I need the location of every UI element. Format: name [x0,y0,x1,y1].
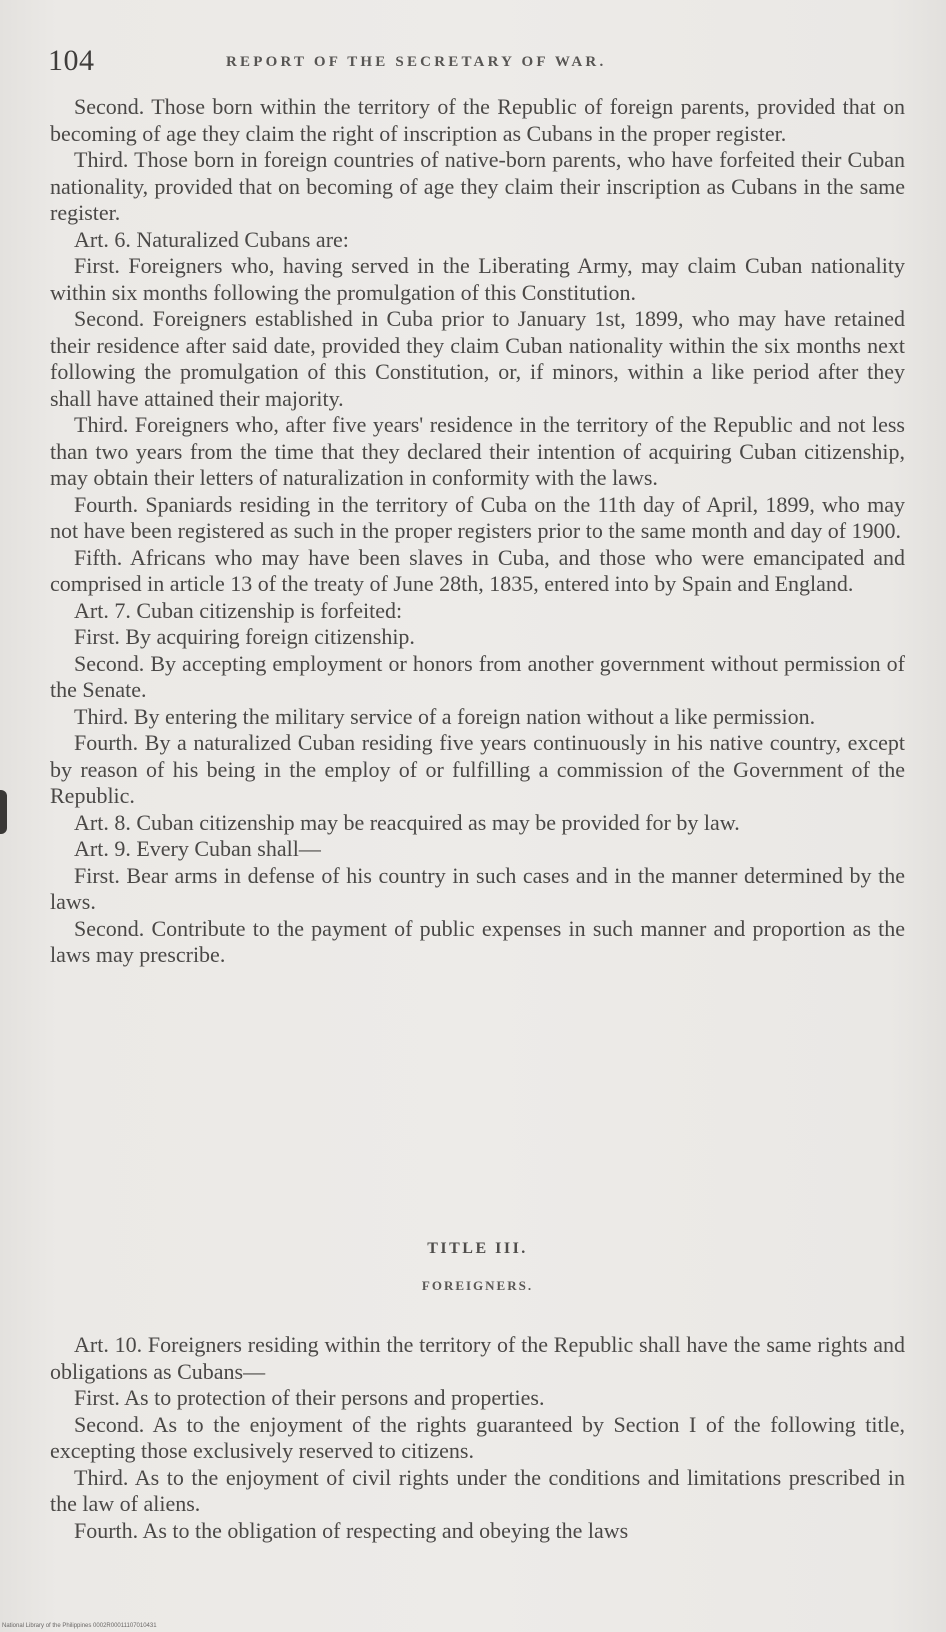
paragraph: Fourth. By a naturalized Cuban residing five years continuously in his native country, except by reason of his being in the employ of or fulfilling a commission of the Government of the Republic. [50,730,905,808]
paragraph: Second. By accepting employment or honors from another government without permission of the Senate. [50,650,905,702]
paragraph: Third. Those born in foreign countries of native-born parents, who have forfeited their Cuban nationality, provided that on becoming of age they claim their inscription as Cubans in the same register. [50,147,905,225]
paragraph: Art. 6. Naturalized Cubans are: [74,226,349,252]
paragraph: Third. As to the enjoyment of civil rights under the conditions and limitations prescribed in the law of aliens. [50,1464,905,1516]
paragraph: Fifth. Africans who may have been slaves in Cuba, and those who were emancipated and comprised in article 13 of the treaty of June 28th, 1835, entered into by Spain and England. [50,544,905,596]
paragraph: Second. Those born within the territory of the Republic of foreign parents, provided that on becoming of age they claim the right of inscription as Cubans in the proper register. [50,94,905,146]
binding-edge-mark [0,790,7,834]
paragraph: Art. 9. Every Cuban shall— [74,836,321,861]
body-text-upper [50,94,905,969]
paragraph: First. Bear arms in defense of his country in such cases and in the manner determined by the laws. [50,862,905,914]
body-text-lower [50,1332,905,1544]
paragraph: Fourth. Spaniards residing in the territory of Cuba on the 11th day of April, 1899, who may not have been registered as such in the proper registers prior to the same month and day of 1900. [50,491,905,543]
paragraph: First. By acquiring foreign citizenship. [74,624,415,649]
paragraph: Art. 8. Cuban citizenship may be reacquired as may be provided for by law. [74,809,740,835]
page-header [48,44,903,84]
running-head: REPORT OF THE SECRETARY OF WAR. [226,54,607,70]
section-headings [50,1240,905,1294]
paragraph: First. As to protection of their persons and properties. [74,1385,545,1410]
paragraph: Fourth. As to the obligation of respecting and obeying the laws [74,1517,629,1543]
paragraph: Second. Contribute to the payment of public expenses in such manner and proportion as the laws may prescribe. [50,915,905,967]
paragraph: Third. By entering the military service of a foreign nation without a like permission. [74,703,816,729]
paragraph: Art. 10. Foreigners residing within the territory of the Republic shall have the same rights and obligations as Cubans— [50,1332,905,1384]
paragraph: Art. 7. Cuban citizenship is forfeited: [74,597,403,623]
page-number: 104 [48,44,95,77]
library-credit: National Library of the Philippines 0002R00011107010431 [2,1623,157,1629]
section-title: TITLE III. [427,1240,528,1257]
paragraph: Second. As to the enjoyment of the rights guaranteed by Section I of the following title, excepting those exclusively reserved to citizens. [50,1411,905,1463]
paragraph: First. Foreigners who, having served in the Liberating Army, may claim Cuban nationality within six months following the promulgation of this Constitution. [50,253,905,305]
paragraph: Second. Foreigners established in Cuba prior to January 1st, 1899, who may have retained their residence after said date, provided they claim Cuban nationality within the six months next following the promulgation of this Constitution, or, if minors, within a like period after they shall have attained their majority. [50,306,905,411]
section-subtitle: FOREIGNERS. [421,1278,534,1293]
paragraph: Third. Foreigners who, after five years' residence in the territory of the Republic and not less than two years from the time that they declared their intention of acquiring Cuban citizenship, may obtain their letters of naturalization in conformity with the laws. [50,412,905,490]
